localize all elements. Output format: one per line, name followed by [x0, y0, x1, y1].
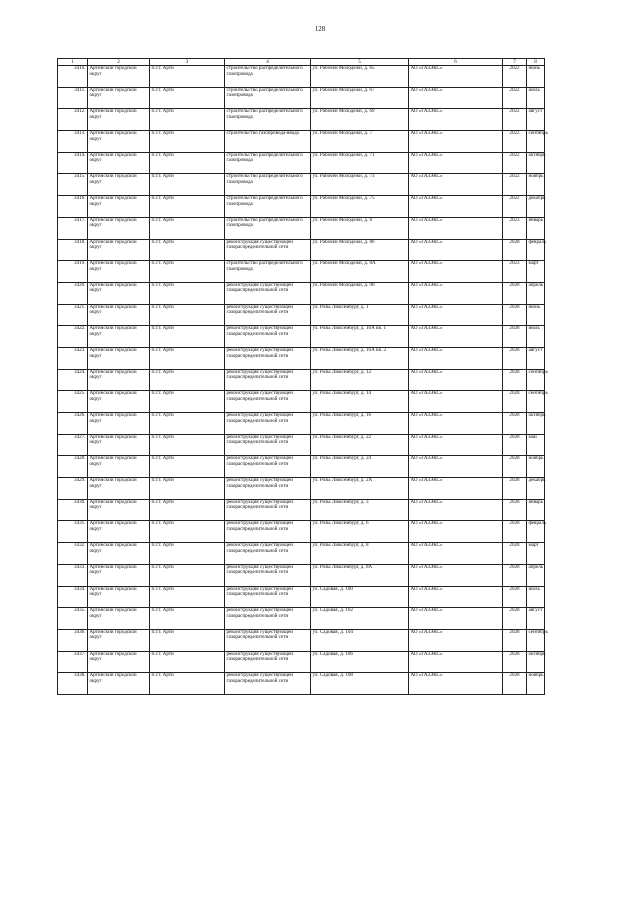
settlement-cell: п.г.т. Арти: [150, 456, 225, 478]
organization-cell: АО «ГАЗЭКС»: [409, 521, 503, 543]
district-cell: Артинский городской округ: [88, 456, 150, 478]
organization-cell: АО «ГАЗЭКС»: [409, 391, 503, 413]
month-cell: сентябрь: [527, 391, 545, 413]
address-cell: ул. Розы Люксембург, д. 2А: [311, 478, 409, 500]
work-type-cell: строительство распределительного газопровода: [225, 217, 311, 239]
work-type-cell: реконструкция существующей газораспределительной сети: [225, 651, 311, 673]
year-cell: 2028: [503, 629, 527, 651]
work-type-cell: реконструкция существующей газораспределительной сети: [225, 347, 311, 369]
work-type-cell: реконструкция существующей газораспределительной сети: [225, 629, 311, 651]
table-row: [58, 261, 545, 283]
district-cell: Артинский городской округ: [88, 131, 150, 153]
table-row: [58, 608, 545, 630]
row-number: 3423.: [58, 347, 88, 369]
settlement-cell: п.г.т. Арти: [150, 608, 225, 630]
month-cell: март: [527, 543, 545, 565]
month-cell: сентябрь: [527, 629, 545, 651]
month-cell: ноябрь: [527, 174, 545, 196]
column-header: 7: [503, 59, 527, 66]
district-cell: Артинский городской округ: [88, 109, 150, 131]
month-cell: декабрь: [527, 478, 545, 500]
table-row: [58, 217, 545, 239]
work-type-cell: реконструкция существующей газораспределительной сети: [225, 608, 311, 630]
table-row: [58, 434, 545, 456]
organization-cell: АО «ГАЗЭКС»: [409, 174, 503, 196]
district-cell: Артинский городской округ: [88, 608, 150, 630]
row-number: 3438.: [58, 673, 88, 695]
year-cell: 2028: [503, 456, 527, 478]
table-row: [58, 196, 545, 218]
work-type-cell: строительство распределительного газопровода: [225, 152, 311, 174]
work-type-cell: реконструкция существующей газораспределительной сети: [225, 499, 311, 521]
settlement-cell: п.г.т. Арти: [150, 478, 225, 500]
organization-cell: АО «ГАЗЭКС»: [409, 651, 503, 673]
year-cell: 2022: [503, 174, 527, 196]
row-number: 3424.: [58, 369, 88, 391]
table-row: [58, 543, 545, 565]
organization-cell: АО «ГАЗЭКС»: [409, 152, 503, 174]
organization-cell: АО «ГАЗЭКС»: [409, 564, 503, 586]
settlement-cell: п.г.т. Арти: [150, 131, 225, 153]
work-type-cell: реконструкция существующей газораспределительной сети: [225, 282, 311, 304]
address-cell: ул. Рабочей Молодежи, д. 8: [311, 217, 409, 239]
settlement-cell: п.г.т. Арти: [150, 152, 225, 174]
table-row: [58, 66, 545, 88]
organization-cell: АО «ГАЗЭКС»: [409, 543, 503, 565]
row-number: 3420.: [58, 282, 88, 304]
year-cell: 2028: [503, 369, 527, 391]
settlement-cell: п.г.т. Арти: [150, 586, 225, 608]
month-cell: август: [527, 109, 545, 131]
row-number: 3411.: [58, 87, 88, 109]
address-cell: ул. Садовая, д. 100: [311, 586, 409, 608]
column-header: 5: [311, 59, 409, 66]
work-type-cell: реконструкция существующей газораспределительной сети: [225, 434, 311, 456]
year-cell: 2022: [503, 196, 527, 218]
month-cell: октябрь: [527, 413, 545, 435]
row-number: 3422.: [58, 326, 88, 348]
column-header: 4: [225, 59, 311, 66]
year-cell: 2022: [503, 87, 527, 109]
table-row: [58, 478, 545, 500]
district-cell: Артинский городской округ: [88, 478, 150, 500]
district-cell: Артинский городской округ: [88, 326, 150, 348]
month-cell: июль: [527, 326, 545, 348]
row-number: 3430.: [58, 499, 88, 521]
address-cell: ул. Садовая, д. 108: [311, 673, 409, 695]
work-type-cell: реконструкция существующей газораспределительной сети: [225, 543, 311, 565]
district-cell: Артинский городской округ: [88, 586, 150, 608]
organization-cell: АО «ГАЗЭКС»: [409, 413, 503, 435]
row-number: 3414.: [58, 152, 88, 174]
work-type-cell: реконструкция существующей газораспределительной сети: [225, 304, 311, 326]
row-number: 3418.: [58, 239, 88, 261]
address-cell: ул. Садовая, д. 104: [311, 629, 409, 651]
year-cell: 2028: [503, 391, 527, 413]
work-type-cell: строительство распределительного газопровода: [225, 174, 311, 196]
district-cell: Артинский городской округ: [88, 347, 150, 369]
work-type-cell: реконструкция существующей газораспределительной сети: [225, 521, 311, 543]
settlement-cell: п.г.т. Арти: [150, 543, 225, 565]
work-type-cell: строительство распределительного газопровода: [225, 196, 311, 218]
organization-cell: АО «ГАЗЭКС»: [409, 217, 503, 239]
settlement-cell: п.г.т. Арти: [150, 66, 225, 88]
row-number: 3428.: [58, 456, 88, 478]
table-row: [58, 347, 545, 369]
month-cell: январь: [527, 499, 545, 521]
address-cell: ул. Розы Люксембург, д. 10А кв. 2: [311, 347, 409, 369]
organization-cell: АО «ГАЗЭКС»: [409, 499, 503, 521]
district-cell: Артинский городской округ: [88, 629, 150, 651]
table-row: [58, 651, 545, 673]
address-cell: ул. Рабочей Молодежи, д. 75: [311, 196, 409, 218]
work-type-cell: реконструкция существующей газораспределительной сети: [225, 239, 311, 261]
organization-cell: АО «ГАЗЭКС»: [409, 109, 503, 131]
column-header: 1: [58, 59, 88, 66]
organization-cell: АО «ГАЗЭКС»: [409, 434, 503, 456]
organization-cell: АО «ГАЗЭКС»: [409, 608, 503, 630]
table-row: [58, 629, 545, 651]
settlement-cell: п.г.т. Арти: [150, 651, 225, 673]
month-cell: январь: [527, 217, 545, 239]
table-row: [58, 109, 545, 131]
district-cell: Артинский городской округ: [88, 152, 150, 174]
district-cell: Артинский городской округ: [88, 391, 150, 413]
table-row: [58, 326, 545, 348]
address-cell: ул. Розы Люксембург, д. 8: [311, 543, 409, 565]
organization-cell: АО «ГАЗЭКС»: [409, 66, 503, 88]
district-cell: Артинский городской округ: [88, 217, 150, 239]
address-cell: ул. Рабочей Молодежи, д. 86: [311, 239, 409, 261]
year-cell: 2028: [503, 499, 527, 521]
row-number: 3434.: [58, 586, 88, 608]
district-cell: Артинский городской округ: [88, 673, 150, 695]
row-number: 3412.: [58, 109, 88, 131]
settlement-cell: п.г.т. Арти: [150, 413, 225, 435]
work-type-cell: строительство распределительного газопровода: [225, 66, 311, 88]
settlement-cell: п.г.т. Арти: [150, 196, 225, 218]
settlement-cell: п.г.т. Арти: [150, 326, 225, 348]
table-row: [58, 521, 545, 543]
table-row: [58, 499, 545, 521]
work-type-cell: реконструкция существующей газораспределительной сети: [225, 391, 311, 413]
organization-cell: АО «ГАЗЭКС»: [409, 586, 503, 608]
district-cell: Артинский городской округ: [88, 434, 150, 456]
district-cell: Артинский городской округ: [88, 87, 150, 109]
month-cell: август: [527, 608, 545, 630]
year-cell: 2028: [503, 608, 527, 630]
month-cell: май: [527, 434, 545, 456]
work-type-cell: строительство распределительного газопровода: [225, 261, 311, 283]
work-type-cell: реконструкция существующей газораспределительной сети: [225, 586, 311, 608]
table-row: [58, 174, 545, 196]
address-cell: ул. Розы Люксембург, д. 3: [311, 499, 409, 521]
address-cell: ул. Садовая, д. 102: [311, 608, 409, 630]
address-cell: ул. Розы Люксембург, д. 24: [311, 456, 409, 478]
month-cell: июль: [527, 87, 545, 109]
month-cell: декабрь: [527, 196, 545, 218]
organization-cell: АО «ГАЗЭКС»: [409, 282, 503, 304]
settlement-cell: п.г.т. Арти: [150, 282, 225, 304]
month-cell: июнь: [527, 304, 545, 326]
year-cell: 2028: [503, 564, 527, 586]
work-type-cell: реконструкция существующей газораспределительной сети: [225, 456, 311, 478]
row-number: 3426.: [58, 413, 88, 435]
address-cell: ул. Розы Люксембург, д. 10А кв. 1: [311, 326, 409, 348]
table-row: [58, 239, 545, 261]
year-cell: 2028: [503, 326, 527, 348]
settlement-cell: п.г.т. Арти: [150, 239, 225, 261]
district-cell: Артинский городской округ: [88, 521, 150, 543]
year-cell: 2023: [503, 217, 527, 239]
organization-cell: АО «ГАЗЭКС»: [409, 326, 503, 348]
year-cell: 2022: [503, 131, 527, 153]
table-body: [58, 65, 548, 695]
year-cell: 2028: [503, 586, 527, 608]
address-cell: ул. Рабочей Молодежи, д. 73: [311, 174, 409, 196]
settlement-cell: п.г.т. Арти: [150, 347, 225, 369]
settlement-cell: п.г.т. Арти: [150, 304, 225, 326]
district-cell: Артинский городской округ: [88, 261, 150, 283]
settlement-cell: п.г.т. Арти: [150, 434, 225, 456]
year-cell: 2028: [503, 521, 527, 543]
organization-cell: АО «ГАЗЭКС»: [409, 673, 503, 695]
district-cell: Артинский городской округ: [88, 66, 150, 88]
address-cell: ул. Розы Люксембург, д. 8А: [311, 564, 409, 586]
organization-cell: АО «ГАЗЭКС»: [409, 261, 503, 283]
address-cell: ул. Рабочей Молодежи, д. 90: [311, 282, 409, 304]
settlement-cell: п.г.т. Арти: [150, 499, 225, 521]
table-row: [58, 131, 545, 153]
month-cell: ноябрь: [527, 673, 545, 695]
organization-cell: АО «ГАЗЭКС»: [409, 456, 503, 478]
address-cell: ул. Розы Люксембург, д. 22: [311, 434, 409, 456]
district-cell: Артинский городской округ: [88, 239, 150, 261]
year-cell: 2022: [503, 66, 527, 88]
organization-cell: АО «ГАЗЭКС»: [409, 347, 503, 369]
address-cell: ул. Рабочей Молодежи, д. 65: [311, 66, 409, 88]
organization-cell: АО «ГАЗЭКС»: [409, 87, 503, 109]
row-number: 3413.: [58, 131, 88, 153]
district-cell: Артинский городской округ: [88, 196, 150, 218]
address-cell: ул. Рабочей Молодежи, д. 7: [311, 131, 409, 153]
address-cell: ул. Розы Люксембург, д. 1: [311, 304, 409, 326]
year-cell: 2028: [503, 413, 527, 435]
row-number: 3433.: [58, 564, 88, 586]
district-cell: Артинский городской округ: [88, 369, 150, 391]
work-type-cell: строительство газопровода-ввода: [225, 131, 311, 153]
district-cell: Артинский городской округ: [88, 564, 150, 586]
month-cell: июнь: [527, 66, 545, 88]
year-cell: 2023: [503, 261, 527, 283]
row-number: 3437.: [58, 651, 88, 673]
year-cell: 2022: [503, 152, 527, 174]
district-cell: Артинский городской округ: [88, 413, 150, 435]
settlement-cell: п.г.т. Арти: [150, 369, 225, 391]
address-cell: ул. Рабочей Молодежи, д. 67: [311, 87, 409, 109]
year-cell: 2028: [503, 347, 527, 369]
organization-cell: АО «ГАЗЭКС»: [409, 131, 503, 153]
table-row: [58, 391, 545, 413]
column-header: 3: [150, 59, 225, 66]
table-row: [58, 282, 545, 304]
work-type-cell: реконструкция существующей газораспределительной сети: [225, 413, 311, 435]
work-type-cell: реконструкция существующей газораспределительной сети: [225, 326, 311, 348]
address-cell: ул. Розы Люксембург, д. 16: [311, 413, 409, 435]
page-number: 128: [314, 25, 326, 33]
district-cell: Артинский городской округ: [88, 304, 150, 326]
month-cell: апрель: [527, 282, 545, 304]
year-cell: 2028: [503, 434, 527, 456]
address-cell: ул. Рабочей Молодежи, д. 8А: [311, 261, 409, 283]
table-row: [58, 369, 545, 391]
row-number: 3429.: [58, 478, 88, 500]
column-header: 8: [527, 59, 545, 66]
year-cell: 2028: [503, 543, 527, 565]
month-cell: ноябрь: [527, 456, 545, 478]
month-cell: сентябрь: [527, 131, 545, 153]
month-cell: сентябрь: [527, 369, 545, 391]
table-row: [58, 586, 545, 608]
month-cell: октябрь: [527, 651, 545, 673]
month-cell: февраль: [527, 521, 545, 543]
month-cell: апрель: [527, 564, 545, 586]
district-cell: Артинский городской округ: [88, 282, 150, 304]
year-cell: 2028: [503, 478, 527, 500]
work-type-cell: реконструкция существующей газораспределительной сети: [225, 673, 311, 695]
work-type-cell: реконструкция существующей газораспределительной сети: [225, 478, 311, 500]
settlement-cell: п.г.т. Арти: [150, 261, 225, 283]
organization-cell: АО «ГАЗЭКС»: [409, 304, 503, 326]
row-number: 3427.: [58, 434, 88, 456]
organization-cell: АО «ГАЗЭКС»: [409, 629, 503, 651]
row-number: 3435.: [58, 608, 88, 630]
address-cell: ул. Розы Люксембург, д. 14: [311, 391, 409, 413]
work-type-cell: реконструкция существующей газораспределительной сети: [225, 564, 311, 586]
settlement-cell: п.г.т. Арти: [150, 564, 225, 586]
address-cell: ул. Розы Люксембург, д. 6: [311, 521, 409, 543]
address-cell: ул. Рабочей Молодежи, д. 69: [311, 109, 409, 131]
row-number: 3415.: [58, 174, 88, 196]
address-cell: ул. Розы Люксембург, д. 12: [311, 369, 409, 391]
row-number: 3410.: [58, 66, 88, 88]
row-number: 3436.: [58, 629, 88, 651]
month-cell: октябрь: [527, 152, 545, 174]
column-header: 6: [409, 59, 503, 66]
year-cell: 2028: [503, 651, 527, 673]
district-cell: Артинский городской округ: [88, 499, 150, 521]
settlement-cell: п.г.т. Арти: [150, 87, 225, 109]
row-number: 3417.: [58, 217, 88, 239]
row-number: 3431.: [58, 521, 88, 543]
settlement-cell: п.г.т. Арти: [150, 109, 225, 131]
work-type-cell: строительство распределительного газопровода: [225, 87, 311, 109]
table-row: [58, 304, 545, 326]
district-cell: Артинский городской округ: [88, 651, 150, 673]
row-number: 3421.: [58, 304, 88, 326]
district-cell: Артинский городской округ: [88, 174, 150, 196]
year-cell: 2028: [503, 282, 527, 304]
year-cell: 2022: [503, 109, 527, 131]
settlement-cell: п.г.т. Арти: [150, 673, 225, 695]
row-number: 3416.: [58, 196, 88, 218]
month-cell: июль: [527, 586, 545, 608]
year-cell: 2028: [503, 673, 527, 695]
work-type-cell: строительство распределительного газопровода: [225, 109, 311, 131]
address-cell: ул. Рабочей Молодежи, д. 71: [311, 152, 409, 174]
row-number: 3419.: [58, 261, 88, 283]
district-cell: Артинский городской округ: [88, 543, 150, 565]
column-header: 2: [88, 59, 150, 66]
gas-network-table: [57, 58, 548, 695]
table-row: [58, 673, 545, 695]
settlement-cell: п.г.т. Арти: [150, 391, 225, 413]
organization-cell: АО «ГАЗЭКС»: [409, 478, 503, 500]
organization-cell: АО «ГАЗЭКС»: [409, 196, 503, 218]
address-cell: ул. Садовая, д. 106: [311, 651, 409, 673]
table-row: [58, 413, 545, 435]
year-cell: 2028: [503, 239, 527, 261]
settlement-cell: п.г.т. Арти: [150, 174, 225, 196]
month-cell: февраль: [527, 239, 545, 261]
settlement-cell: п.г.т. Арти: [150, 217, 225, 239]
settlement-cell: п.г.т. Арти: [150, 629, 225, 651]
organization-cell: АО «ГАЗЭКС»: [409, 239, 503, 261]
year-cell: 2028: [503, 304, 527, 326]
work-type-cell: реконструкция существующей газораспределительной сети: [225, 369, 311, 391]
table-row: [58, 87, 545, 109]
table-row: [58, 564, 545, 586]
row-number: 3432.: [58, 543, 88, 565]
row-number: 3425.: [58, 391, 88, 413]
table-row: [58, 456, 545, 478]
organization-cell: АО «ГАЗЭКС»: [409, 369, 503, 391]
table-row: [58, 152, 545, 174]
month-cell: август: [527, 347, 545, 369]
month-cell: март: [527, 261, 545, 283]
settlement-cell: п.г.т. Арти: [150, 521, 225, 543]
